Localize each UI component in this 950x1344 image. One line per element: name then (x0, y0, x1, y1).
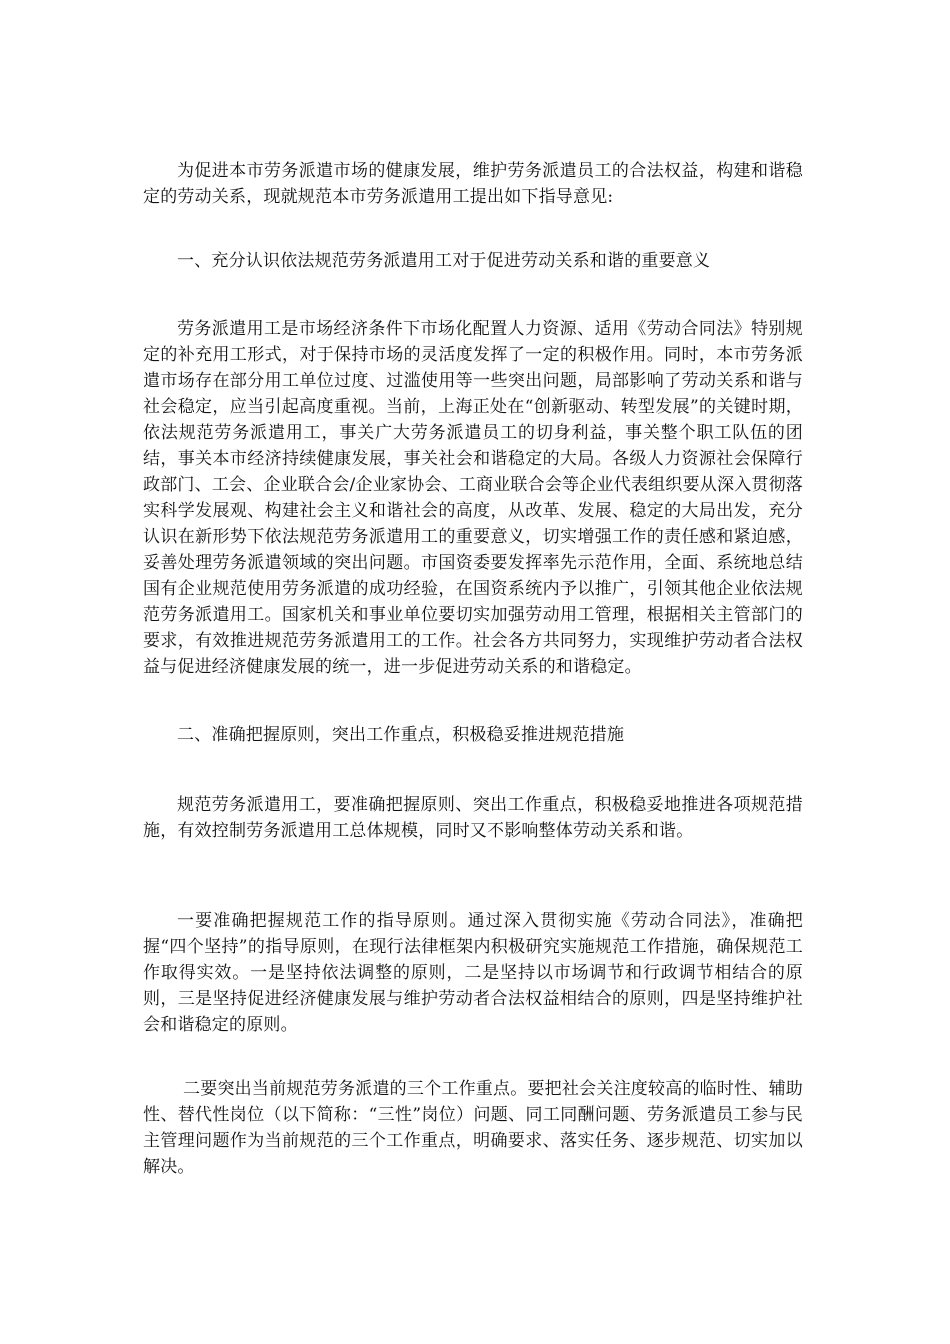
section-1-paragraph: 劳务派遣用工是市场经济条件下市场化配置人力资源、适用《劳动合同法》特别规定的补充用工形式，对于保持市场的灵活度发挥了一定的积极作用。同时，本市劳务派遣市场存在部分用工单位过度、过滥使用等一些突出问题，局部影响了劳动关系和谐与社会稳定，应当引起高度重视。当前，上海正处在“创新驱动、转型发展”的关键时期，依法规范劳务派遣用工，事关广大劳务派遣员工的切身利益，事关整个职工队伍的团结，事关本市经济持续健康发展，事关社会和谐稳定的大局。各级人力资源社会保障行政部门、工会、企业联合会/企业家协会、工商业联合会等企业代表组织要从深入贯彻落实科学发展观、构建社会主义和谐社会的高度，从改革、发展、稳定的大局出发，充分认识在新形势下依法规范劳务派遣用工的重要意义，切实增强工作的责任感和紧迫感，妥善处理劳务派遣领域的突出问题。市国资委要发挥率先示范作用，全面、系统地总结国有企业规范使用劳务派遣的成功经验，在国资系统内予以推广，引领其他企业依法规范劳务派遣用工。国家机关和事业单位要切实加强劳动用工管理，根据相关主管部门的要求，有效推进规范劳务派遣用工的工作。社会各方共同努力，实现维护劳动者合法权益与促进经济健康发展的统一，进一步促进劳动关系的和谐稳定。 (143, 319, 803, 677)
section-2-heading: 二、准确把握原则，突出工作重点，积极稳妥推进规范措施 (177, 725, 625, 745)
section-2-point-1: 一要准确把握规范工作的指导原则。通过深入贯彻实施《劳动合同法》，准确把握“四个坚持”的指导原则，在现行法律框架内积极研究实施规范工作措施，确保规范工作取得实效。一是坚持依法调整的原则，二是坚持以市场调节和行政调节相结合的原则，三是坚持促进经济健康发展与维护劳动者合法权益相结合的原则，四是坚持维护社会和谐稳定的原则。 (143, 911, 803, 1035)
section-1-heading: 一、充分认识依法规范劳务派遣用工对于促进劳动关系和谐的重要意义 (177, 251, 711, 271)
section-2-point-2: 二要突出当前规范劳务派遣的三个工作重点。要把社会关注度较高的临时性、辅助性、替代性岗位（以下简称：“三性”岗位）问题、同工同酬问题、劳务派遣员工参与民主管理问题作为当前规范的三个工作重点，明确要求、落实任务、逐步规范、切实加以解决。 (143, 1079, 803, 1177)
intro-paragraph: 为促进本市劳务派遣市场的健康发展，维护劳务派遣员工的合法权益，构建和谐稳定的劳动关系，现就规范本市劳务派遣用工提出如下指导意见: (143, 161, 803, 207)
section-2-paragraph: 规范劳务派遣用工，要准确把握原则、突出工作重点，积极稳妥地推进各项规范措施，有效控制劳务派遣用工总体规模，同时又不影响整体劳动关系和谐。 (143, 795, 803, 841)
